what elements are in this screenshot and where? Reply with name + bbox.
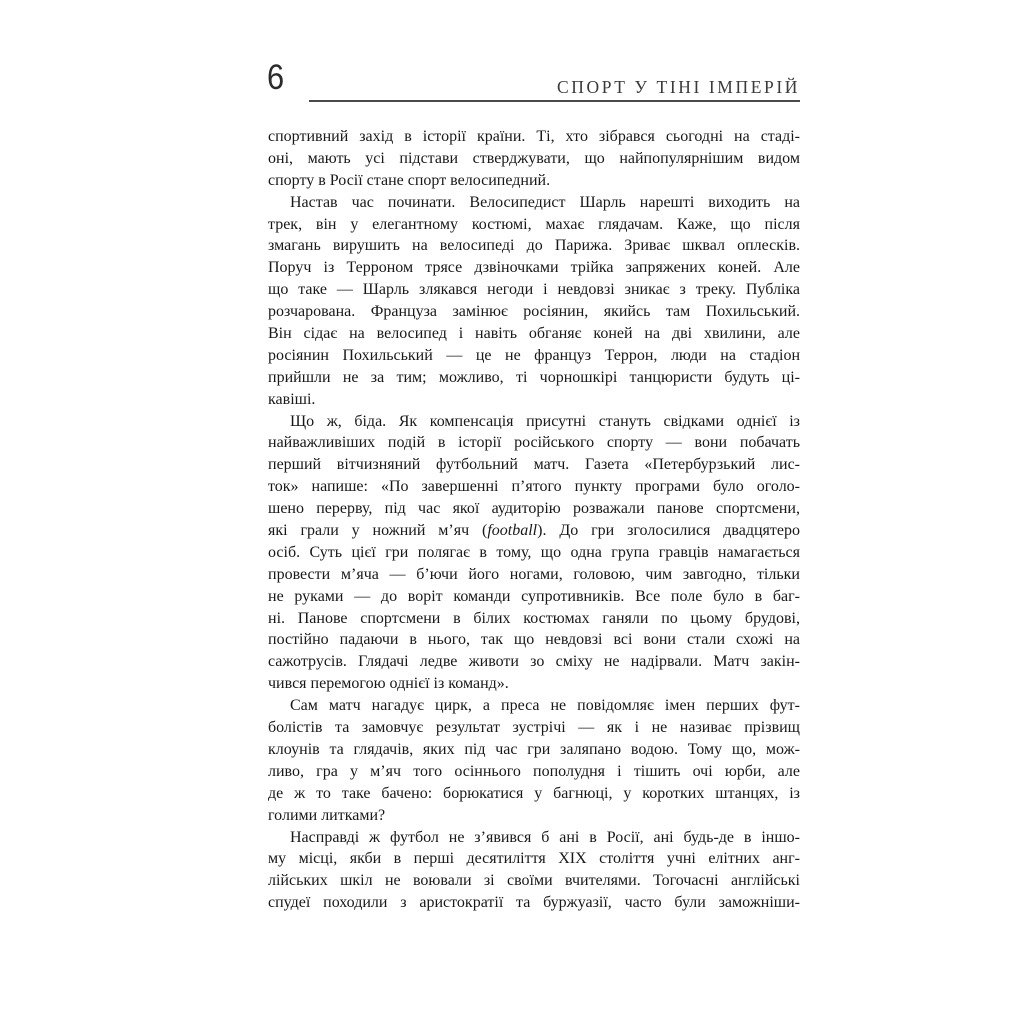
text-line: прийшли не за тим; можливо, ті чорношкірі танцюристи будуть ці- — [268, 368, 800, 386]
body-text — [268, 126, 800, 914]
text-line: оні, мають усі підстави стверджувати, що найпопулярнішим видом — [268, 149, 800, 167]
text-line: Насправді ж футбол не з’явився б ані в Росії, ані будь-де в іншо- — [290, 828, 800, 846]
text-line: постійно падаючи в нього, так що невдовзі всі вони стали схожі на — [268, 631, 800, 649]
text-line: спорту в Росії стане спорт велосипедний. — [268, 171, 551, 189]
text-line: Настав час починати. Велосипедист Шарль нарешті виходить на — [290, 193, 800, 211]
text-line: кавіші. — [268, 390, 316, 408]
running-title: СПОРТ У ТІНІ ІМПЕРІЙ — [557, 77, 800, 97]
text-line: що таке — Шарль злякався негоди і невдовзі зникає з треку. Публіка — [268, 281, 800, 299]
text-line: ні. Панове спортсмени в білих костюмах ганяли по цьому брудові, — [268, 609, 800, 627]
text-line: шено перерву, під час якої аудиторію розважали панове спортсмени, — [268, 500, 800, 518]
text-line: осіб. Суть цієї гри полягає в тому, що одна група гравців намагається — [268, 543, 800, 561]
text-line: росіянин Похильський — це не француз Террон, люди на стадіон — [268, 346, 800, 364]
text-line: спортивний захід в історії країни. Ті, хто зібрався сьогодні на стаді- — [268, 128, 800, 145]
text-line: провести м’яча — б’ючи його ногами, головою, чим завгодно, тільки — [268, 565, 800, 583]
header-rule — [309, 100, 800, 102]
text-line: чився перемогою однієї із команд». — [268, 675, 509, 693]
text-line: які грали у ножний м’яч (football). До гри зголосилися двадцятеро — [268, 522, 800, 540]
text-line: розчарована. Француза замінює росіянин, якийсь там Похильський. — [268, 303, 800, 321]
text-line: де ж то таке бачено: борюкатися у багнюці, у коротких штанцях, із — [268, 784, 800, 802]
text-line: Що ж, біда. Як компенсація присутні стануть свідками однієї із — [290, 412, 800, 430]
text-line: спудеї походили з аристократії та буржуазії, часто були заможніши- — [268, 894, 800, 912]
paragraph — [268, 695, 800, 826]
text-line: ток» напише: «По завершенні п’ятого пункту програми було оголо- — [268, 478, 800, 496]
text-line: перший вітчизняний футбольний матч. Газета «Петербурзький лис- — [268, 456, 800, 474]
text-line: Він сідає на велосипед і навіть обганяє коней на дві хвилини, але — [268, 325, 800, 343]
paragraph — [268, 126, 800, 192]
text-line: голими литками? — [268, 806, 386, 824]
page-number: 6 — [267, 58, 285, 97]
paragraph — [268, 411, 800, 696]
text-line: клоунів та глядачів, яких під час гри заляпано водою. Тому що, мож- — [268, 740, 800, 758]
text-line: змагань вирушить на велосипеді до Парижа. Зриває шквал оплесків. — [268, 237, 800, 255]
text-line: лійських шкіл не воювали зі своїми вчителями. Тогочасні англійські — [268, 872, 800, 890]
text-line: му місці, якби в перші десятиліття XIX століття учні елітних анг- — [268, 850, 800, 868]
text-line: найважливіших подій в історії російського спорту — вони побачать — [268, 434, 800, 452]
text-line: не руками — до воріт команди супротивників. Все поле було в баг- — [268, 587, 800, 605]
text-line: сажотрусів. Глядачі ледве животи зо сміху не надірвали. Матч закін- — [268, 653, 800, 671]
text-line: Поруч із Терроном трясе дзвіночками трійка запряжених коней. Але — [268, 259, 800, 277]
text-line: ливо, гра у м’яч того осіннього пополудня і тішить очі юрби, але — [268, 762, 800, 780]
paragraph — [268, 827, 800, 915]
paragraph — [268, 192, 800, 411]
text-line: Сам матч нагадує цирк, а преса не повідомляє імен перших фут- — [290, 697, 800, 715]
text-line: трек, він у елегантному костюмі, махає глядачам. Каже, що після — [268, 215, 800, 233]
text-line: болістів та замовчує результат зустрічі — як і не називає прізвищ — [268, 719, 800, 737]
